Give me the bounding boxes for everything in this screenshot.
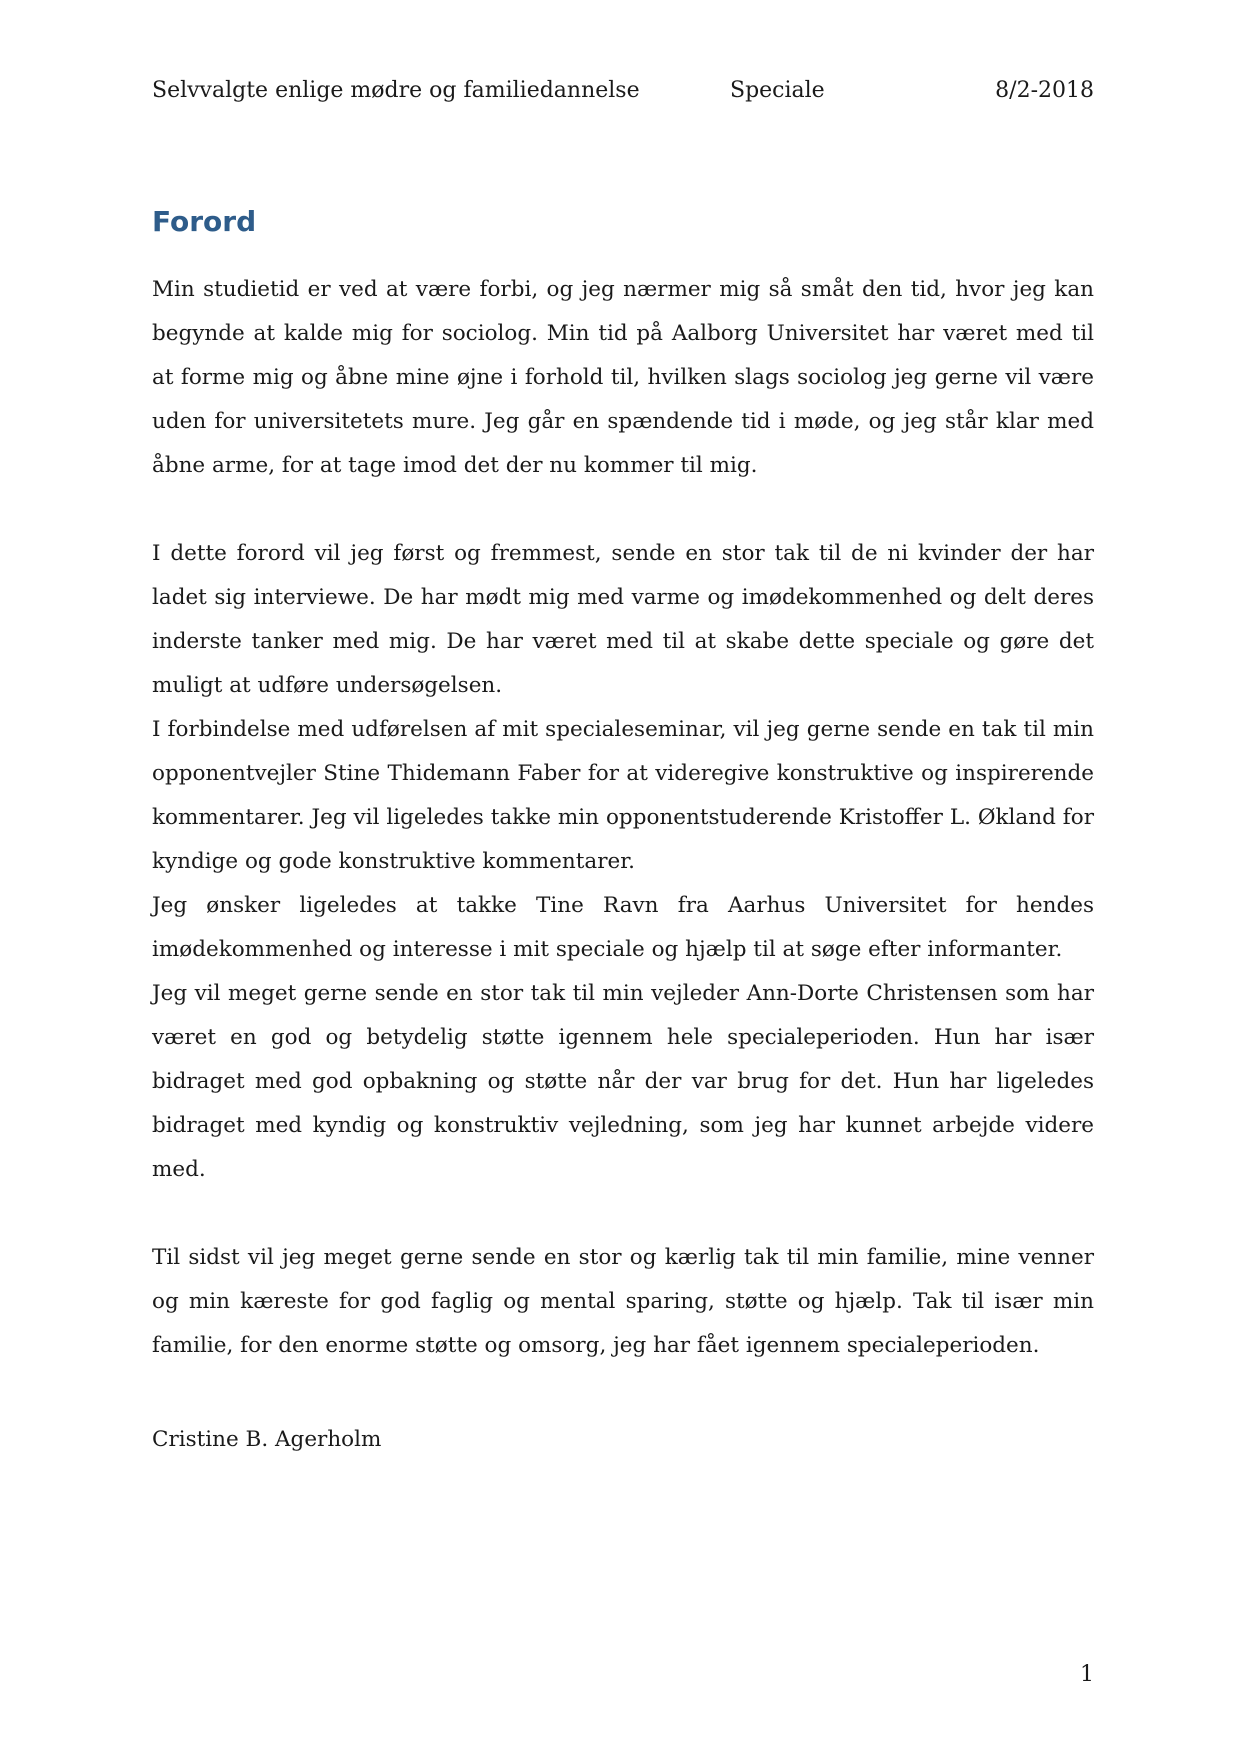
page-header — [152, 76, 1094, 106]
paragraph-thanks-supervisor: Jeg vil meget gerne sende en stor tak til min vejleder Ann-Dorte Christensen som har været en god og betydelig støtte igennem hele specialeperioden. Hun har især bidraget med god opbakning og støtte når der var brug for det. Hun har ligeledes bidraget med kyndig og konstruktiv vejledning, som jeg har kunnet arbejde videre med. — [152, 981, 1094, 1182]
section-title: Forord — [152, 205, 257, 238]
header-document-type: Speciale — [730, 78, 825, 103]
paragraph-thanks-family: Til sidst vil jeg meget gerne sende en stor og kærlig tak til min familie, mine venner og min kæreste for god faglig og mental sparing, støtte og hjælp. Tak til især min familie, for den enorme støtte og omsorg, jeg har fået igennem specialeperioden. — [152, 1245, 1094, 1358]
paragraph-spacer — [152, 1192, 1094, 1236]
paragraph-thanks-informants: I dette forord vil jeg først og fremmest, sende en stor tak til de ni kvinder der har ladet sig interviewe. De har mødt mig med varme og imødekommenhed og delt deres inderste tanker med mig. De har været med til at skabe dette speciale og gøre det muligt at udføre undersøgelsen. — [152, 541, 1094, 698]
paragraph-intro: Min studietid er ved at være forbi, og jeg nærmer mig så småt den tid, hvor jeg kan begynde at kalde mig for sociolog. Min tid på Aalborg Universitet har været med til at forme mig og åbne mine øjne i forhold til, hvilken slags sociolog jeg gerne vil være uden for universitetets mure. Jeg går en spændende tid i møde, og jeg står klar med åbne arme, for at tage imod det der nu kommer til mig. — [152, 277, 1094, 478]
paragraph-thanks-seminar: I forbindelse med udførelsen af mit specialeseminar, vil jeg gerne sende en tak til min opponentvejler Stine Thidemann Faber for at videregive konstruktive og inspirerende kommentarer. Jeg vil ligeledes takke min opponentstuderende Kristoffer L. Økland for kyndige og gode konstruktive kommentarer. — [152, 717, 1094, 874]
body-text — [152, 268, 1094, 1368]
page-number: 1 — [1080, 1662, 1094, 1687]
paragraph-spacer — [152, 488, 1094, 532]
header-date: 8/2-2018 — [995, 78, 1094, 103]
paragraph-thanks-aarhus: Jeg ønsker ligeledes at takke Tine Ravn fra Aarhus Universitet for hendes imødekommenhed og interesse i mit speciale og hjælp til at søge efter informanter. — [152, 893, 1094, 962]
header-thesis-title: Selvvalgte enlige mødre og familiedannelse — [152, 78, 640, 103]
author-signature: Cristine B. Agerholm — [152, 1427, 382, 1452]
